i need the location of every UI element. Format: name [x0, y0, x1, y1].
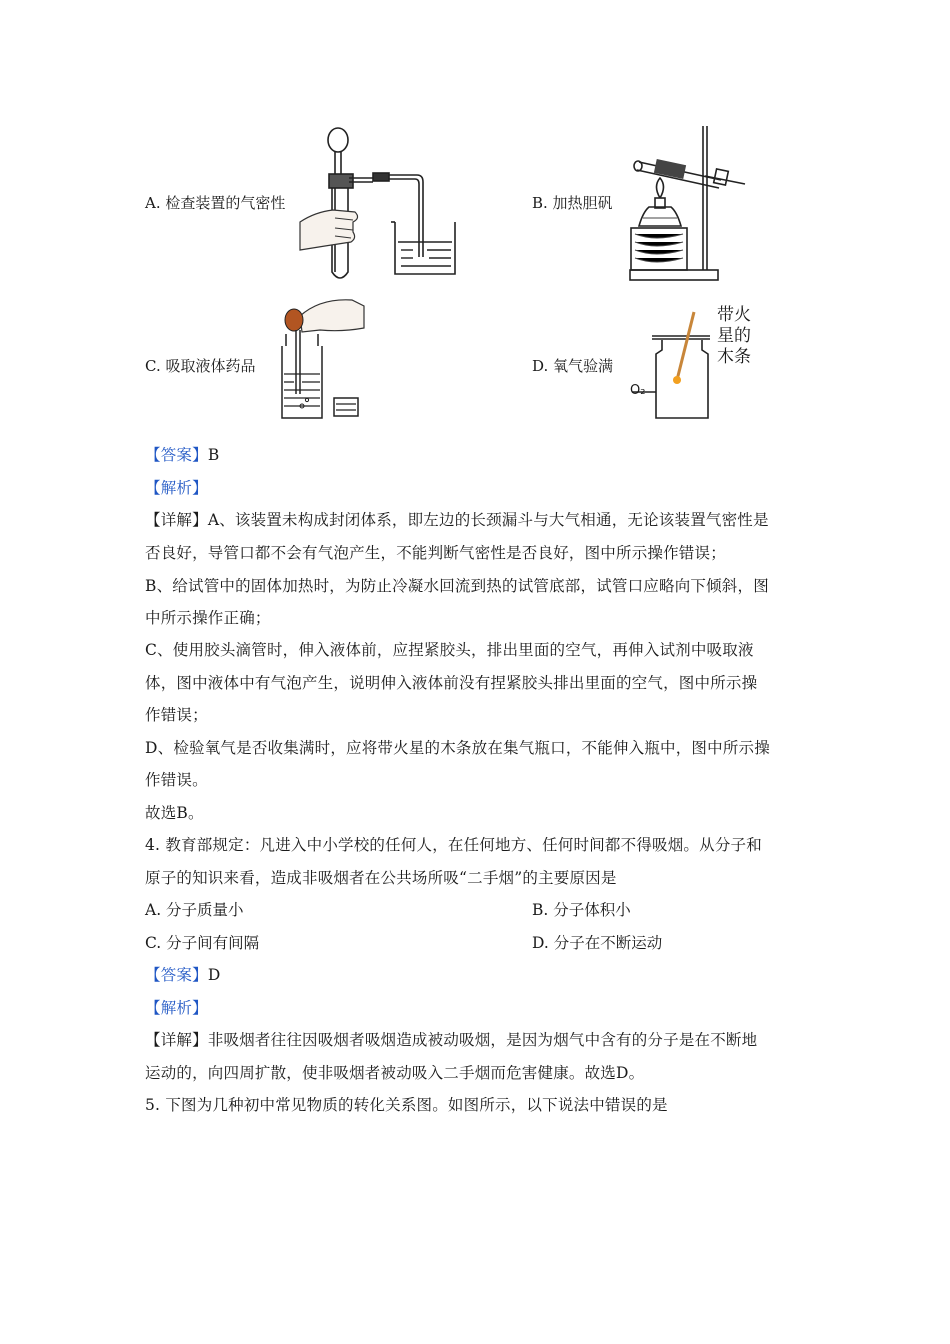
q3-detail-line: 作错误。: [145, 771, 208, 789]
figure-d-label-line: 星的: [717, 326, 751, 346]
q5-stem-line: 5. 下图为几种初中常见物质的转化关系图。如图所示，以下说法中错误的是: [145, 1096, 668, 1114]
figure-d-label-line: 带火: [717, 305, 751, 325]
answer-tag: 【答案】: [145, 446, 208, 464]
figure-airtightness-check: [295, 122, 475, 284]
q3-detail-line: 作错误；: [145, 706, 208, 724]
answer-tag: 【答案】: [145, 966, 208, 984]
detail-tag: 【详解】: [145, 1031, 208, 1049]
q4-stem-line: 原子的知识来看，造成非吸烟者在公共场所吸“二手烟”的主要原因是: [145, 869, 617, 887]
detail-text: A、该装置未构成封闭体系，即左边的长颈漏斗与大气相通，无论该装置气密性是: [207, 511, 769, 529]
q3-detail-line: D、检验氧气是否收集满时，应将带火星的木条放在集气瓶口，不能伸入瓶中，图中所示操: [145, 739, 770, 757]
q3-detail-line: C、使用胶头滴管时，伸入液体前，应捏紧胶头，排出里面的空气，再伸入试剂中吸取液: [145, 641, 754, 659]
q4-analysis-tag: 【解析】: [145, 999, 208, 1017]
option-b-label: B. 加热胆矾: [532, 194, 613, 212]
figure-d-gas-label: O₂: [630, 383, 646, 398]
option-d-label: D. 氧气验满: [532, 357, 614, 375]
q4-option-c: C. 分子间有间隔: [145, 934, 260, 952]
q4-detail-line: 运动的，向四周扩散，使非吸烟者被动吸入二手烟而危害健康。故选D。: [145, 1064, 645, 1082]
figure-d-label-line: 木条: [717, 347, 751, 367]
figure-oxygen-bottle: [622, 300, 714, 422]
answer-value: B: [207, 446, 220, 464]
q3-detail-line: 否良好，导管口都不会有气泡产生，不能判断气密性是否良好，图中所示操作错误；: [145, 544, 726, 562]
q3-answer: [145, 443, 219, 465]
option-c-label: C. 吸取液体药品: [145, 357, 256, 375]
answer-value: D: [207, 966, 221, 984]
detail-text: 非吸烟者往往因吸烟者吸烟造成被动吸烟，是因为烟气中含有的分子是在不断地: [207, 1031, 758, 1049]
figure-heating-apparatus: [625, 122, 760, 284]
q4-option-b: B. 分子体积小: [532, 901, 631, 919]
option-a-label: A. 检查装置的气密性: [145, 194, 286, 212]
q3-detail-line: [145, 508, 769, 530]
figure-dropper-bottle: [272, 294, 387, 424]
q4-stem-line: 4. 教育部规定：凡进入中小学校的任何人，在任何地方、任何时间都不得吸烟。从分子和: [145, 836, 762, 854]
q3-detail-line: 故选B。: [145, 804, 204, 822]
q3-detail-line: 中所示操作正确；: [145, 609, 271, 627]
q3-analysis-tag: 【解析】: [145, 479, 208, 497]
q4-detail-line: [145, 1028, 757, 1050]
q4-answer: [145, 963, 220, 985]
q4-option-d: D. 分子在不断运动: [532, 934, 663, 952]
figure-d-label: [717, 305, 751, 368]
detail-tag: 【详解】: [145, 511, 208, 529]
q3-detail-line: B、给试管中的固体加热时，为防止冷凝水回流到热的试管底部，试管口应略向下倾斜，图: [145, 577, 769, 595]
q4-option-a: A. 分子质量小: [145, 901, 244, 919]
q3-detail-line: 体，图中液体中有气泡产生，说明伸入液体前没有捏紧胶头排出里面的空气，图中所示操: [145, 674, 758, 692]
